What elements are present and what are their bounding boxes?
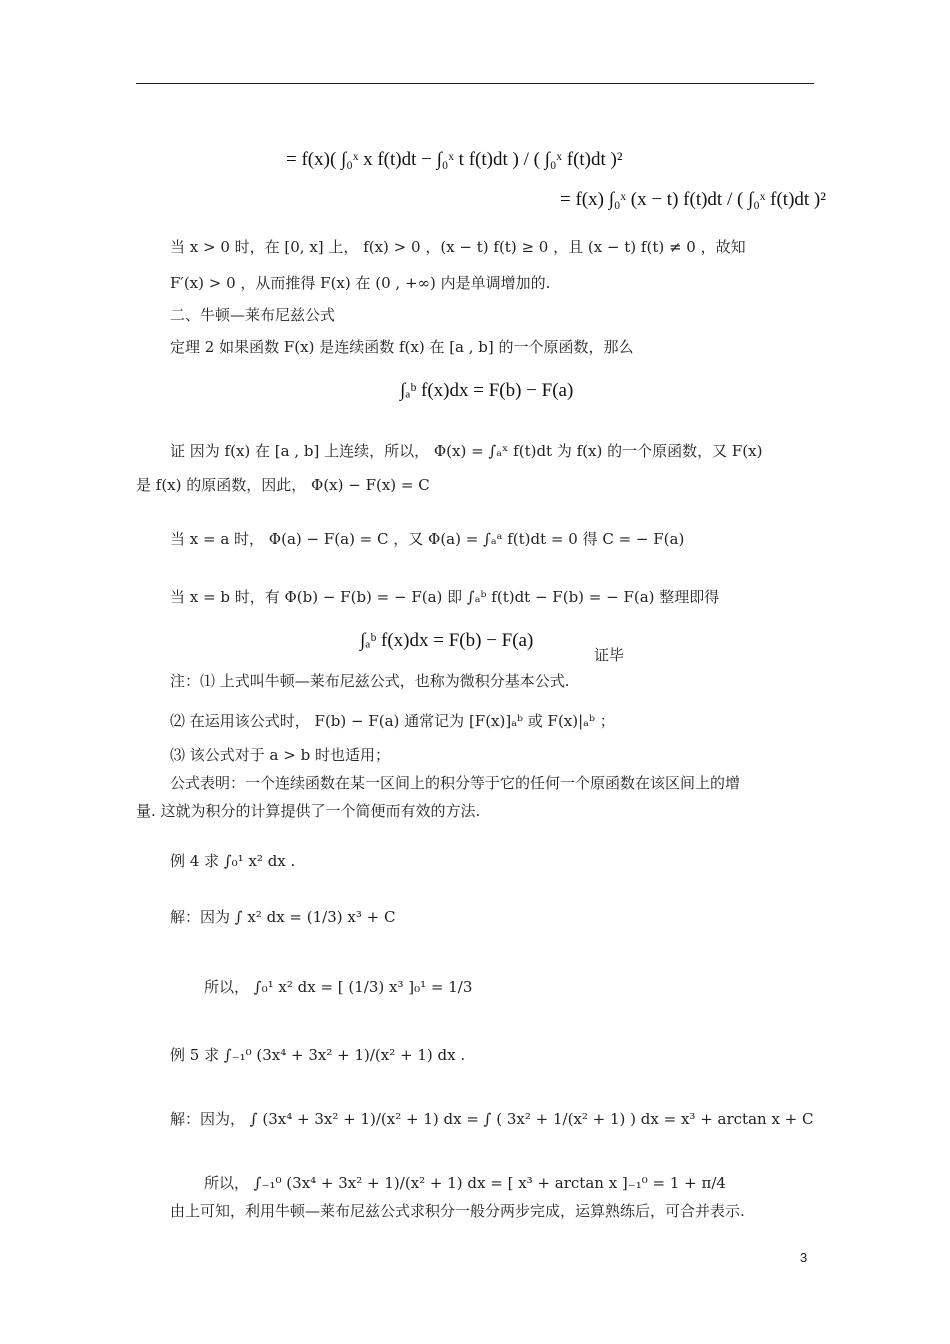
conclusion-line: 由上可知，利用牛顿—莱布尼兹公式求积分一般分两步完成，运算熟练后，可合并表示.	[170, 1202, 745, 1220]
text-line: 证 因为 f(x) 在 [a , b] 上连续，所以， Φ(x) = ∫ₐˣ f(t)dt 为 f(x) 的一个原函数，又 F(x)	[170, 442, 763, 460]
solution-line: 所以， ∫₀¹ x² dx = [ (1/3) x³ ]₀¹ = 1/3	[204, 978, 473, 996]
page-number: 3	[800, 1250, 808, 1265]
qed-mark: 证毕	[594, 646, 625, 664]
formula-line: = f(x)( ∫₀ˣ x f(t)dt − ∫₀ˣ t f(t)dt ) / ( ∫₀ˣ f(t)dt )²	[286, 149, 623, 170]
note-line: 注：⑴ 上式叫牛顿—莱布尼兹公式，也称为微积分基本公式.	[170, 672, 570, 690]
header-rule	[136, 83, 814, 84]
text-line: 是 f(x) 的原函数，因此， Φ(x) − F(x) = C	[136, 476, 430, 494]
section-heading: 二、牛顿—莱布尼兹公式	[170, 306, 336, 324]
text-line: 当 x > 0 时，在 [0, x] 上， f(x) > 0 ，(x − t) f(t) ≥ 0 ，且 (x − t) f(t) ≠ 0 ，故知	[170, 238, 746, 256]
example-heading: 例 4 求 ∫₀¹ x² dx .	[170, 852, 296, 870]
note-line: ⑵ 在运用该公式时， F(b) − F(a) 通常记为 [F(x)]ₐᵇ 或 F(x)|ₐᵇ ；	[170, 712, 615, 730]
note-line: ⑶ 该公式对于 a > b 时也适用；	[170, 746, 390, 764]
text-line: 当 x = b 时，有 Φ(b) − F(b) = − F(a) 即 ∫ₐᵇ f(t)dt − F(b) = − F(a) 整理即得	[170, 588, 720, 606]
formula-line: ∫ₐᵇ f(x)dx = F(b) − F(a)	[360, 630, 534, 651]
text-line: 公式表明：一个连续函数在某一区间上的积分等于它的任何一个原函数在该区间上的增	[170, 774, 741, 792]
text-line: 当 x = a 时， Φ(a) − F(a) = C ，又 Φ(a) = ∫ₐᵃ f(t)dt = 0 得 C = − F(a)	[170, 530, 685, 548]
solution-line: 解：因为 ∫ x² dx = (1/3) x³ + C	[170, 908, 396, 926]
formula-line: ∫ₐᵇ f(x)dx = F(b) − F(a)	[400, 380, 574, 401]
solution-line: 所以， ∫₋₁⁰ (3x⁴ + 3x² + 1)/(x² + 1) dx = [ x³ + arctan x ]₋₁⁰ = 1 + π/4	[204, 1174, 726, 1192]
text-line: F′(x) > 0 ，从而推得 F(x) 在 (0 , +∞) 内是单调增加的.	[170, 274, 551, 292]
example-heading: 例 5 求 ∫₋₁⁰ (3x⁴ + 3x² + 1)/(x² + 1) dx .	[170, 1046, 466, 1064]
solution-line: 解：因为， ∫ (3x⁴ + 3x² + 1)/(x² + 1) dx = ∫ ( 3x² + 1/(x² + 1) ) dx = x³ + arctan x + C	[170, 1110, 814, 1128]
theorem-statement: 定理 2 如果函数 F(x) 是连续函数 f(x) 在 [a , b] 的一个原函数，那么	[170, 338, 634, 356]
formula-line: = f(x) ∫₀ˣ (x − t) f(t)dt / ( ∫₀ˣ f(t)dt )²	[560, 189, 826, 210]
text-line: 量. 这就为积分的计算提供了一个简便而有效的方法.	[136, 802, 481, 820]
